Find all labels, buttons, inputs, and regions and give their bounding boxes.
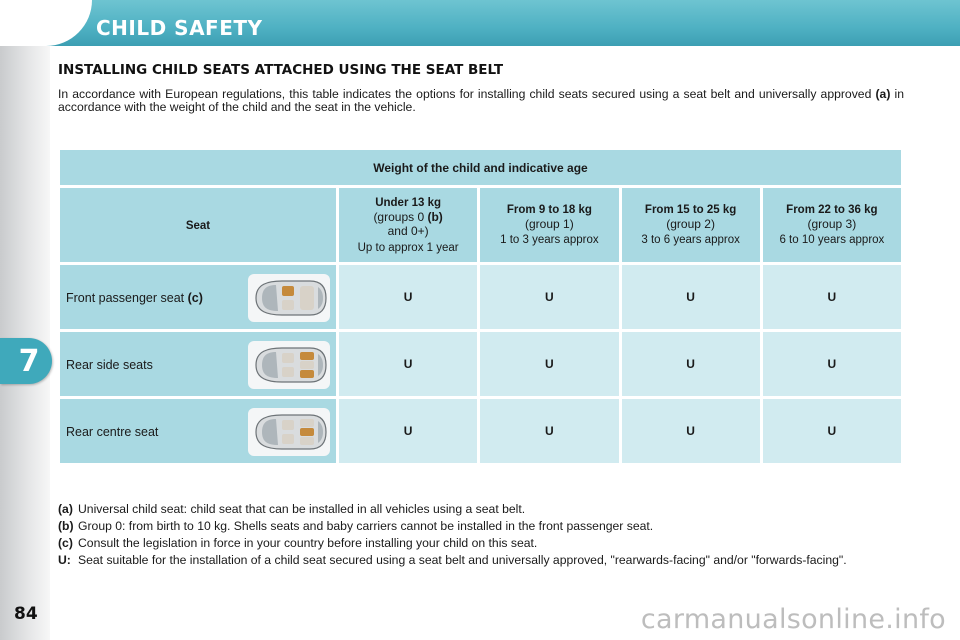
footnote-a [58, 502, 904, 516]
column-group: (group 1) [525, 217, 574, 231]
column-age: 1 to 3 years approx [500, 234, 599, 246]
chapter-title: CHILD SAFETY [96, 16, 263, 40]
value-cell: U [763, 265, 901, 329]
value-cell: U [480, 332, 618, 396]
footnote-b [58, 519, 904, 533]
column-header-group0 [339, 188, 477, 262]
value-cell: U [763, 332, 901, 396]
footnotes [58, 502, 904, 570]
car-top-view-front-seat-icon [248, 274, 330, 322]
value-cell: U [622, 265, 760, 329]
value-cell: U [480, 265, 618, 329]
value-cell: U [339, 265, 477, 329]
table-row [60, 332, 901, 396]
row-label: Rear side seats [66, 358, 153, 372]
value-cell: U [339, 399, 477, 463]
column-header-group2 [622, 188, 760, 262]
value-cell: U [622, 332, 760, 396]
column-age: 6 to 10 years approx [779, 234, 885, 246]
footnote-tag: (c) [58, 536, 73, 550]
page-edge-strip [0, 0, 50, 640]
row-label: Rear centre seat [66, 425, 159, 439]
footnote-text: Universal child seat: child seat that can be installed in all vehicles using a seat belt. [78, 502, 526, 516]
table-main-header: Weight of the child and indicative age [60, 150, 901, 185]
footnote-tag: (a) [58, 502, 73, 516]
column-group [339, 210, 477, 224]
value-cell: U [622, 399, 760, 463]
footnote-tag: (b) [58, 519, 74, 533]
row-label-text [66, 358, 153, 372]
row-label: Front passenger seat [66, 291, 188, 305]
column-group: (group 3) [807, 217, 857, 231]
section-title: INSTALLING CHILD SEATS ATTACHED USING THE SEAT BELT [58, 62, 504, 78]
intro-text-1: In accordance with European regulations, this table indicates the options for installing child seats secured using a seat belt and universally approved [58, 87, 876, 101]
row-ref: (c) [187, 291, 203, 305]
car-top-view-rear-centre-icon [248, 408, 330, 456]
seat-column-header [60, 188, 336, 262]
value-cell: U [763, 399, 901, 463]
value-cell: U [339, 332, 477, 396]
group-text: (groups 0 [373, 209, 428, 224]
column-header-group1 [480, 188, 618, 262]
row-label-text [66, 425, 158, 439]
intro-ref: (a) [875, 87, 891, 101]
car-top-view-rear-side-icon [248, 341, 330, 389]
footnote-text: Consult the legislation in force in your country before installing your child on this seat. [78, 536, 538, 550]
watermark-text: carmanualsonline.info [640, 604, 946, 635]
footnote-tag: U: [58, 553, 71, 567]
column-age: Up to approx 1 year [357, 241, 459, 254]
row-label-rear-centre [60, 399, 336, 463]
column-header-group3 [763, 188, 901, 262]
row-label-front-passenger [60, 265, 336, 329]
footnote-text: Group 0: from birth to 10 kg. Shells seats and baby carriers cannot be installed in the front passenger seat. [78, 519, 654, 533]
child-seat-table [57, 147, 904, 466]
column-group-cont: and 0+) [387, 223, 429, 238]
column-weight: Under 13 kg [375, 196, 442, 209]
row-label-text [66, 291, 203, 305]
column-weight: From 9 to 18 kg [506, 204, 592, 216]
column-age: 3 to 6 years approx [641, 234, 740, 246]
table-row [60, 265, 901, 329]
chapter-number-tab: 7 [0, 338, 52, 384]
footnote-text: Seat suitable for the installation of a child seat secured using a seat belt and universally approved, "rearwards-facing" and/or "forwards-facing". [78, 553, 847, 567]
column-weight: From 15 to 25 kg [644, 204, 737, 216]
seat-header-label: Seat [185, 219, 211, 232]
footnote-u [58, 553, 904, 567]
chapter-header-bar [0, 0, 960, 46]
page-number: 84 [14, 604, 38, 624]
value-cell: U [480, 399, 618, 463]
table-row [60, 399, 901, 463]
column-weight: From 22 to 36 kg [786, 204, 878, 216]
header-notch [0, 0, 92, 46]
group-ref: (b) [427, 209, 443, 224]
intro-text-2: in accordance with the weight of the child and the seat in the vehicle. [58, 87, 904, 114]
intro-paragraph [58, 88, 904, 114]
row-label-rear-side [60, 332, 336, 396]
column-group: (group 2) [666, 217, 715, 231]
footnote-c [58, 536, 904, 550]
